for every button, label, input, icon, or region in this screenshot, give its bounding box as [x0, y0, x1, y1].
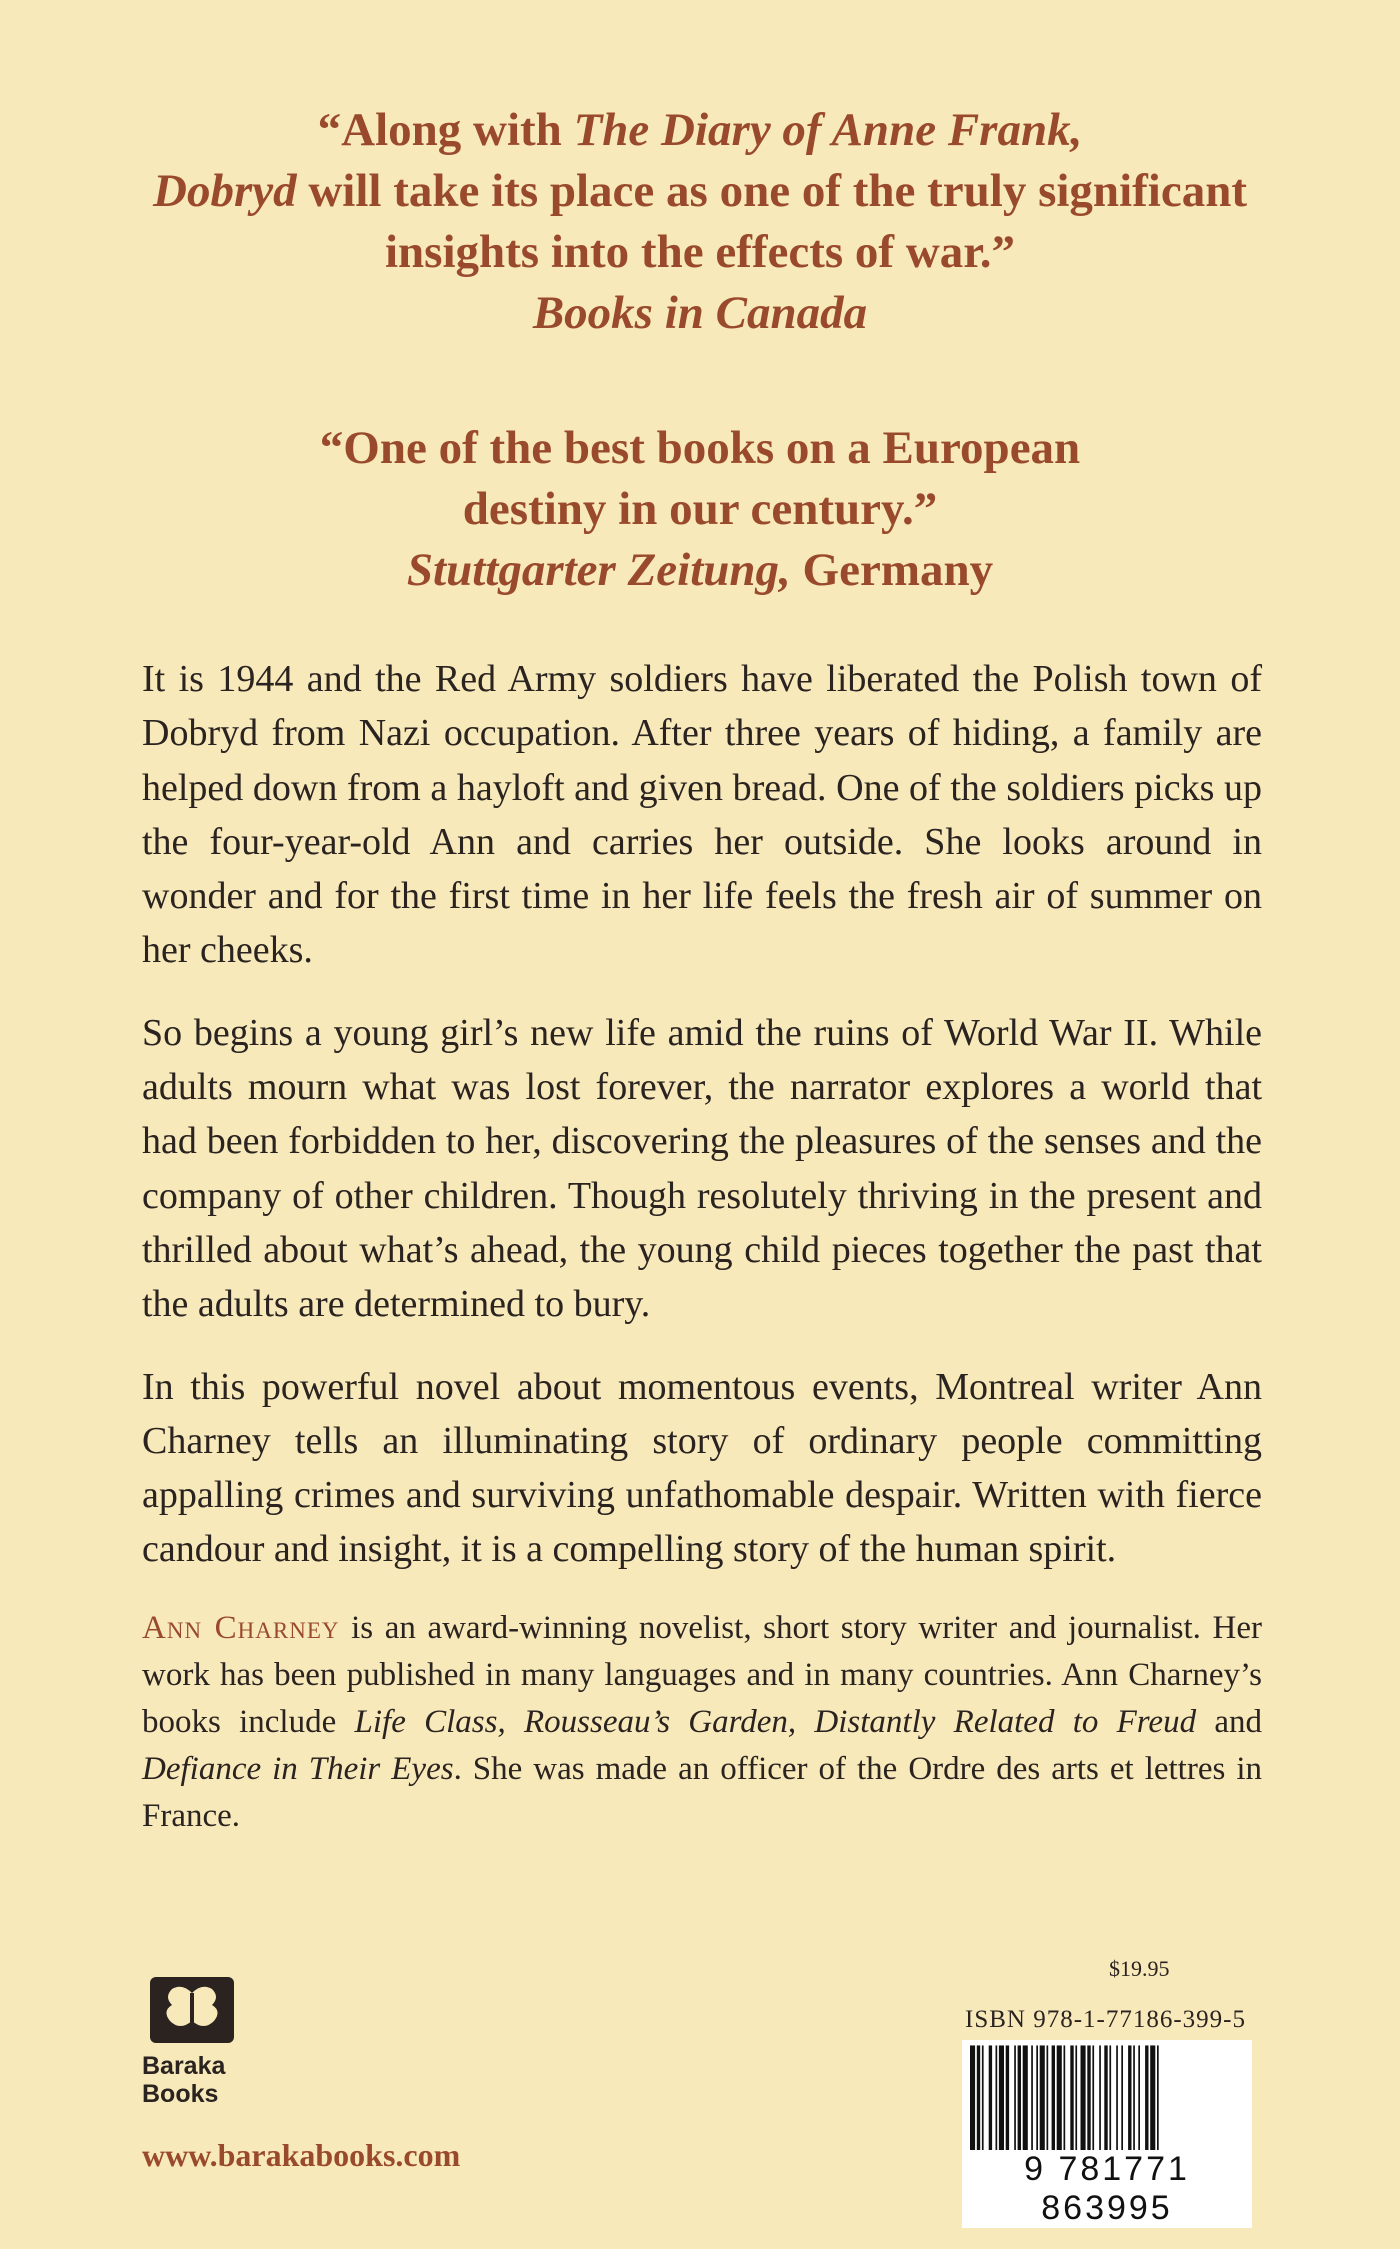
- quote-1: [0, 100, 1400, 344]
- isbn: ISBN 978-1-77186-399-5: [965, 2006, 1247, 2033]
- description-paragraph: So begins a young girl’s new life amid the ruins of World War II. While adults mourn what was lost forever, the narrator explores a world that had been forbidden to her, discovering the pleasures of the senses and the company of other children. Though resolutely thriving in the present and thrilled about what’s ahead, the young child pieces together the past that the adults are determined to bury.: [142, 1011, 1262, 1326]
- quote-line: Dobryd will take its place as one of the truly significant: [153, 165, 1247, 217]
- quote-line: “One of the best books on a European: [319, 422, 1081, 474]
- price: $19.95: [1109, 1956, 1170, 1981]
- description-paragraph: It is 1944 and the Red Army soldiers have liberated the Polish town of Dobryd from Nazi occupation. After three years of hiding, a family are helped down from a hayloft and given bread. One of the soldiers picks up the four-year-old Ann and carries her outside. She looks around in wonder and for the first time in her life feels the fresh air of summer on her cheeks.: [142, 658, 1262, 972]
- description-paragraph: In this powerful novel about momentous events, Montreal writer Ann Charney tells an illuminating story of ordinary people committing appalling crimes and surviving unfathomable despair. Written with fierce candour and insight, it is a compelling story of the human spirit.: [142, 1365, 1262, 1571]
- quote-source: Books in Canada: [532, 287, 868, 339]
- quote-source: Stuttgarter Zeitung, Germany: [406, 544, 994, 596]
- review-quotes: [0, 100, 1400, 675]
- barcode-digits: 9 781771 863995: [962, 2150, 1252, 2228]
- quote-line: “Along with The Diary of Anne Frank,: [317, 104, 1083, 156]
- baraka-logo-icon: [142, 1975, 242, 2045]
- quote-2: [0, 418, 1400, 601]
- quote-line: destiny in our century.”: [462, 483, 938, 535]
- quote-line: insights into the effects of war.”: [384, 226, 1016, 278]
- book-description: [142, 652, 1262, 1840]
- author-bio: Ann Charney is an award-winning novelist, short story writer and journalist. Her work has been published in many languages and in many countries. Ann Charney’s books include Life Class, Rousseau’s Garden, Distantly Related to Freud and Defiance in Their Eyes. She was made an officer of the Ordre des arts et lettres in France.: [142, 1609, 1262, 1834]
- publisher-name: Baraka Books: [142, 2052, 226, 2108]
- author-name: Ann Charney: [142, 1609, 340, 1646]
- publisher-website[interactable]: www.barakabooks.com: [142, 2137, 461, 2173]
